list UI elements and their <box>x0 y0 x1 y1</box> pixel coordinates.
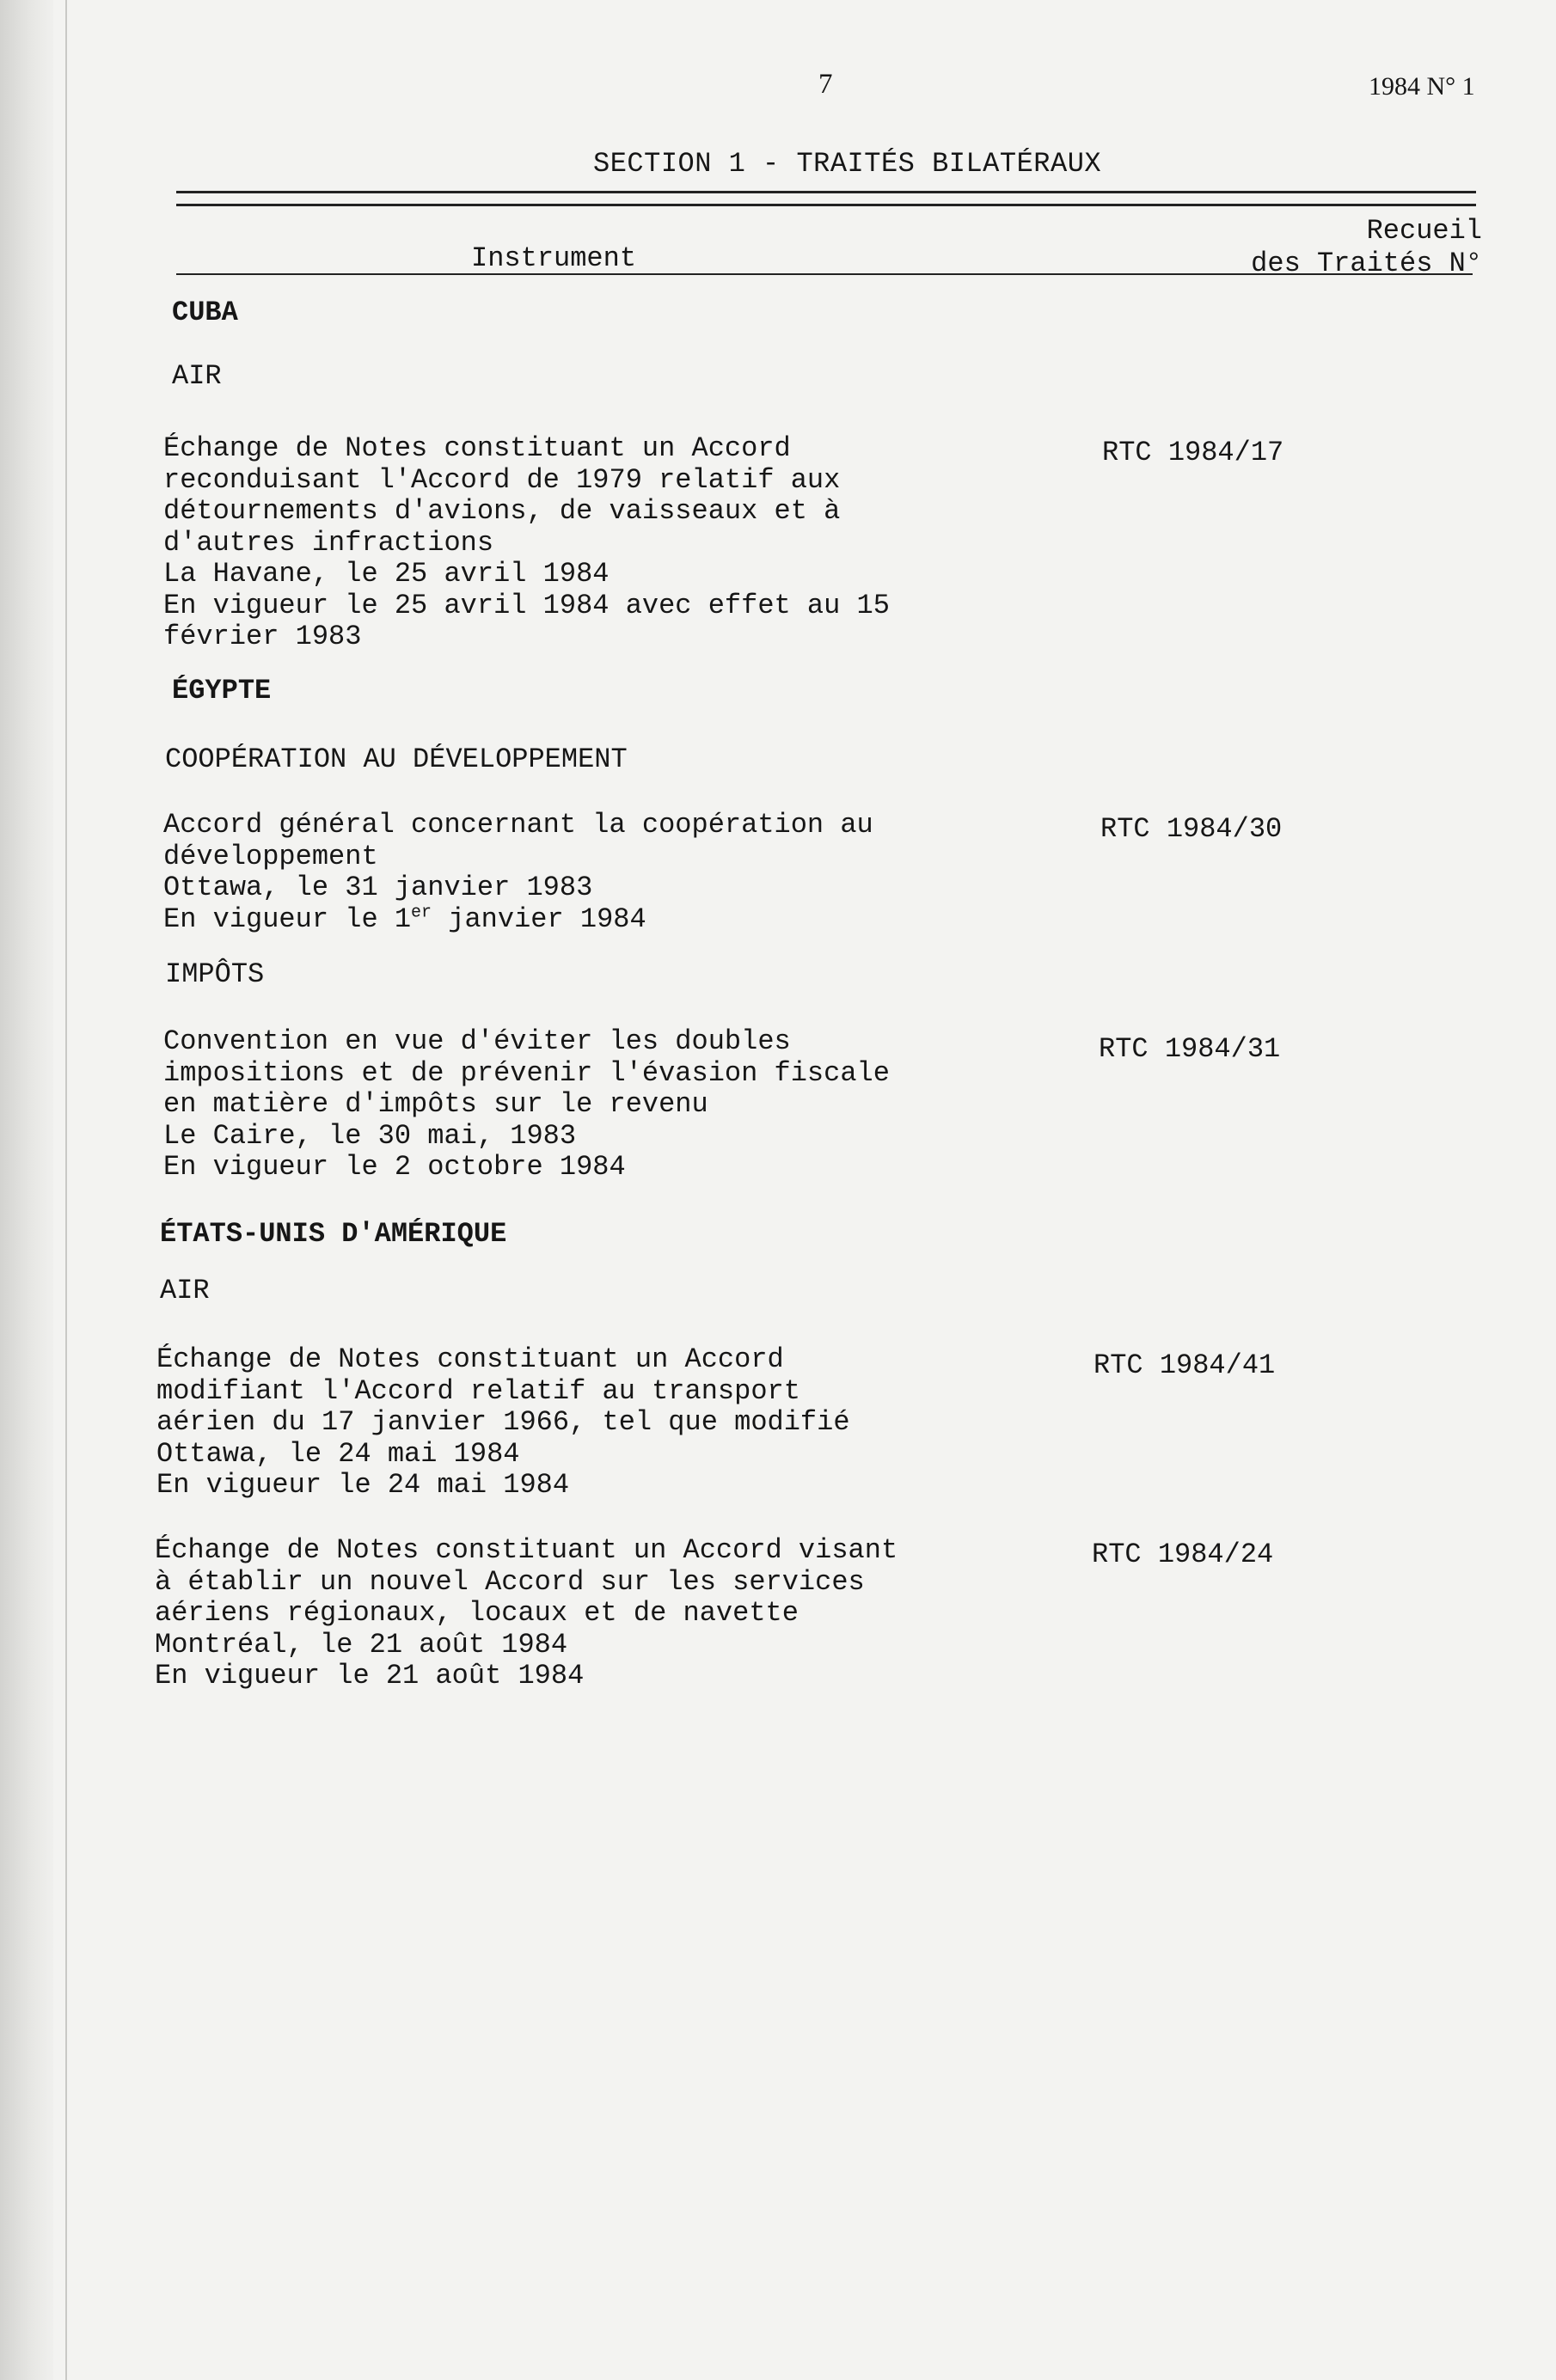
entry-line: En vigueur le 21 août 1984 <box>155 1660 585 1692</box>
double-rule-divider <box>176 191 1476 206</box>
entry-line: Ottawa, le 24 mai 1984 <box>156 1437 520 1470</box>
entry-line: en matière d'impôts sur le revenu <box>163 1088 708 1120</box>
treaty-entry <box>156 1344 1016 1502</box>
entry-line: modifiant l'Accord relatif au transport <box>156 1374 800 1407</box>
treaty-series-number: RTC 1984/17 <box>1102 437 1284 468</box>
entry-line: En vigueur le 24 mai 1984 <box>156 1469 570 1501</box>
entry-line: Échange de Notes constituant un Accord <box>156 1343 784 1375</box>
column-header-recueil <box>1198 215 1482 280</box>
entry-line: La Havane, le 25 avril 1984 <box>163 558 610 590</box>
entry-line: reconduisant l'Accord de 1979 relatif aux <box>163 463 841 496</box>
entry-line: Convention en vue d'éviter les doubles <box>163 1025 791 1057</box>
entry-line: à établir un nouvel Accord sur les services <box>155 1565 865 1598</box>
in-force-date: janvier 1984 <box>432 902 646 935</box>
binding-edge <box>0 0 53 2380</box>
treaty-series-number: RTC 1984/41 <box>1093 1349 1276 1381</box>
section-title: SECTION 1 - TRAITÉS BILATÉRAUX <box>593 148 1102 180</box>
entry-line: Montréal, le 21 août 1984 <box>155 1628 568 1661</box>
entry-line: d'autres infractions <box>163 526 494 559</box>
entry-line: Échange de Notes constituant un Accord <box>163 432 791 464</box>
country-heading: CUBA <box>172 297 238 328</box>
volume-reference: 1984 N° 1 <box>1369 72 1475 101</box>
subject-heading: COOPÉRATION AU DÉVELOPPEMENT <box>165 743 628 775</box>
entry-line: aériens régionaux, locaux et de navette <box>155 1597 799 1629</box>
column-header-instrument: Instrument <box>471 242 637 274</box>
entry-line: Le Caire, le 30 mai, 1983 <box>163 1119 577 1152</box>
treaty-entry <box>155 1535 1014 1692</box>
treaty-entry <box>163 433 1023 653</box>
treaty-series-number: RTC 1984/31 <box>1099 1033 1281 1065</box>
entry-line: Accord général concernant la coopération au <box>163 809 873 841</box>
entry-line: En vigueur le 25 avril 1984 avec effet au 15 <box>163 589 890 621</box>
entry-line-in-force <box>163 904 1023 936</box>
subject-heading: AIR <box>172 360 222 392</box>
subject-heading: AIR <box>160 1275 210 1306</box>
entry-line: Ottawa, le 31 janvier 1983 <box>163 872 593 903</box>
page-number: 7 <box>818 69 833 100</box>
in-force-text: En vigueur le 1 <box>163 902 412 935</box>
entry-line: développement <box>163 840 378 872</box>
entry-line: impositions et de prévenir l'évasion fiscale <box>163 1056 890 1089</box>
entry-line: aérien du 17 janvier 1966, tel que modifié <box>156 1406 850 1438</box>
ordinal-superscript: er <box>411 902 432 922</box>
treaty-entry <box>163 810 1023 935</box>
entry-line: Échange de Notes constituant un Accord visant <box>155 1534 898 1566</box>
subject-heading: IMPÔTS <box>165 958 265 990</box>
entry-line: En vigueur le 2 octobre 1984 <box>163 1151 626 1183</box>
treaty-entry <box>163 1026 1023 1184</box>
country-heading: ÉGYPTE <box>172 675 272 707</box>
binding-shadow <box>65 0 67 2380</box>
country-heading: ÉTATS-UNIS D'AMÉRIQUE <box>160 1218 507 1250</box>
entry-line: détournements d'avions, de vaisseaux et à <box>163 495 841 527</box>
treaty-series-number: RTC 1984/30 <box>1100 813 1283 845</box>
entry-line: février 1983 <box>163 621 362 652</box>
recueil-line-2: des Traités N° <box>1251 248 1482 279</box>
recueil-line-1: Recueil <box>1366 215 1482 247</box>
treaty-series-number: RTC 1984/24 <box>1092 1539 1274 1570</box>
